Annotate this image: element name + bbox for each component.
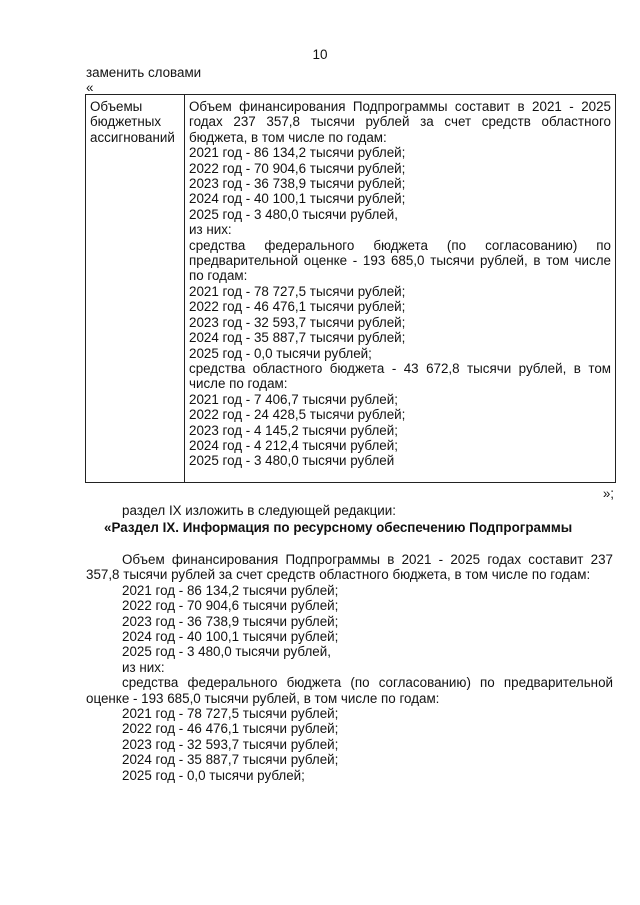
body-year-line: 2022 год - 70 904,6 тысячи рублей; xyxy=(122,598,339,614)
table-federal-year-line: 2022 год - 46 476,1 тысячи рублей; xyxy=(189,299,406,315)
table-label-line: ассигнований xyxy=(90,129,175,145)
body-federal-year-line: 2021 год - 78 727,5 тысячи рублей; xyxy=(122,706,339,722)
table-federal-year-line: 2023 год - 32 593,7 тысячи рублей; xyxy=(189,314,406,330)
table-regional-year-line: 2025 год - 3 480,0 тысячи рублей xyxy=(189,453,395,469)
table-year-line: 2022 год - 70 904,6 тысячи рублей; xyxy=(189,160,406,176)
table-content-cell xyxy=(185,95,615,482)
table-year-line: 2023 год - 36 738,9 тысячи рублей; xyxy=(189,176,406,192)
table-regional-year-line: 2021 год - 7 406,7 тысячи рублей; xyxy=(189,391,398,407)
table-year-line: 2024 год - 40 100,1 тысячи рублей; xyxy=(189,191,406,207)
body-federal-year-line: 2025 год - 0,0 тысячи рублей; xyxy=(122,767,305,783)
body-federal-intro: средства федерального бюджета (по согласованию) по предварительной оценке - 193 685,0 тысячи рублей, в том числе по годам: xyxy=(86,675,613,706)
table-federal-year-line: 2021 год - 78 727,5 тысячи рублей; xyxy=(189,283,406,299)
table-federal-intro: средства федерального бюджета (по согласованию) по предварительной оценке - 193 685,0 тысячи рублей, в том числе по годам: xyxy=(189,237,611,284)
body-of-them: из них: xyxy=(122,659,165,675)
table-of-them: из них: xyxy=(189,222,232,238)
table-label-line: Объемы xyxy=(90,99,143,114)
closing-quote: »; xyxy=(602,486,614,501)
table-label-line: бюджетных xyxy=(90,114,162,130)
table-regional-year-line: 2024 год - 4 212,4 тысячи рублей; xyxy=(189,437,398,453)
lead-text: заменить словами xyxy=(86,65,202,80)
body-year-line: 2021 год - 86 134,2 тысячи рублей; xyxy=(122,582,339,598)
section-heading: «Раздел IX. Информация по ресурсному обеспечению Подпрограммы xyxy=(104,520,573,535)
table-regional-intro: средства областного бюджета - 43 672,8 тысячи рублей, в том числе по годам: xyxy=(189,360,611,392)
body-federal-year-line: 2023 год - 32 593,7 тысячи рублей; xyxy=(122,736,339,752)
table-federal-year-line: 2024 год - 35 887,7 тысячи рублей; xyxy=(189,330,406,346)
body-intro: Объем финансирования Подпрограммы в 2021 - 2025 годах составит 237 357,8 тысячи рублей за счет средств областного бюджета, в том числе по годам: xyxy=(86,552,613,583)
table-regional-year-line: 2023 год - 4 145,2 тысячи рублей; xyxy=(189,422,398,438)
body-year-line: 2024 год - 40 100,1 тысячи рублей; xyxy=(122,629,339,645)
body-federal-year-line: 2022 год - 46 476,1 тысячи рублей; xyxy=(122,721,339,737)
table-federal-year-line: 2025 год - 0,0 тысячи рублей; xyxy=(189,345,372,361)
table-label-cell xyxy=(86,95,185,482)
section-body xyxy=(86,552,613,783)
table-year-line: 2025 год - 3 480,0 тысячи рублей, xyxy=(189,206,398,222)
body-federal-year-line: 2024 год - 35 887,7 тысячи рублей; xyxy=(122,752,339,768)
opening-quote: « xyxy=(86,80,94,95)
page-number: 10 xyxy=(312,47,328,62)
table-year-line: 2021 год - 86 134,2 тысячи рублей; xyxy=(189,145,406,161)
table-regional-year-line: 2022 год - 24 428,5 тысячи рублей; xyxy=(189,407,406,423)
body-year-line: 2025 год - 3 480,0 тысячи рублей, xyxy=(122,644,331,660)
body-year-line: 2023 год - 36 738,9 тысячи рублей; xyxy=(122,613,339,629)
table-intro: Объем финансирования Подпрограммы составит в 2021 - 2025 годах 237 357,8 тысячи рублей за счет средств областного бюджета, в том числе по годам: xyxy=(189,99,611,145)
section-intro: раздел IX изложить в следующей редакции: xyxy=(122,503,396,518)
budget-allocations-table xyxy=(85,94,616,483)
